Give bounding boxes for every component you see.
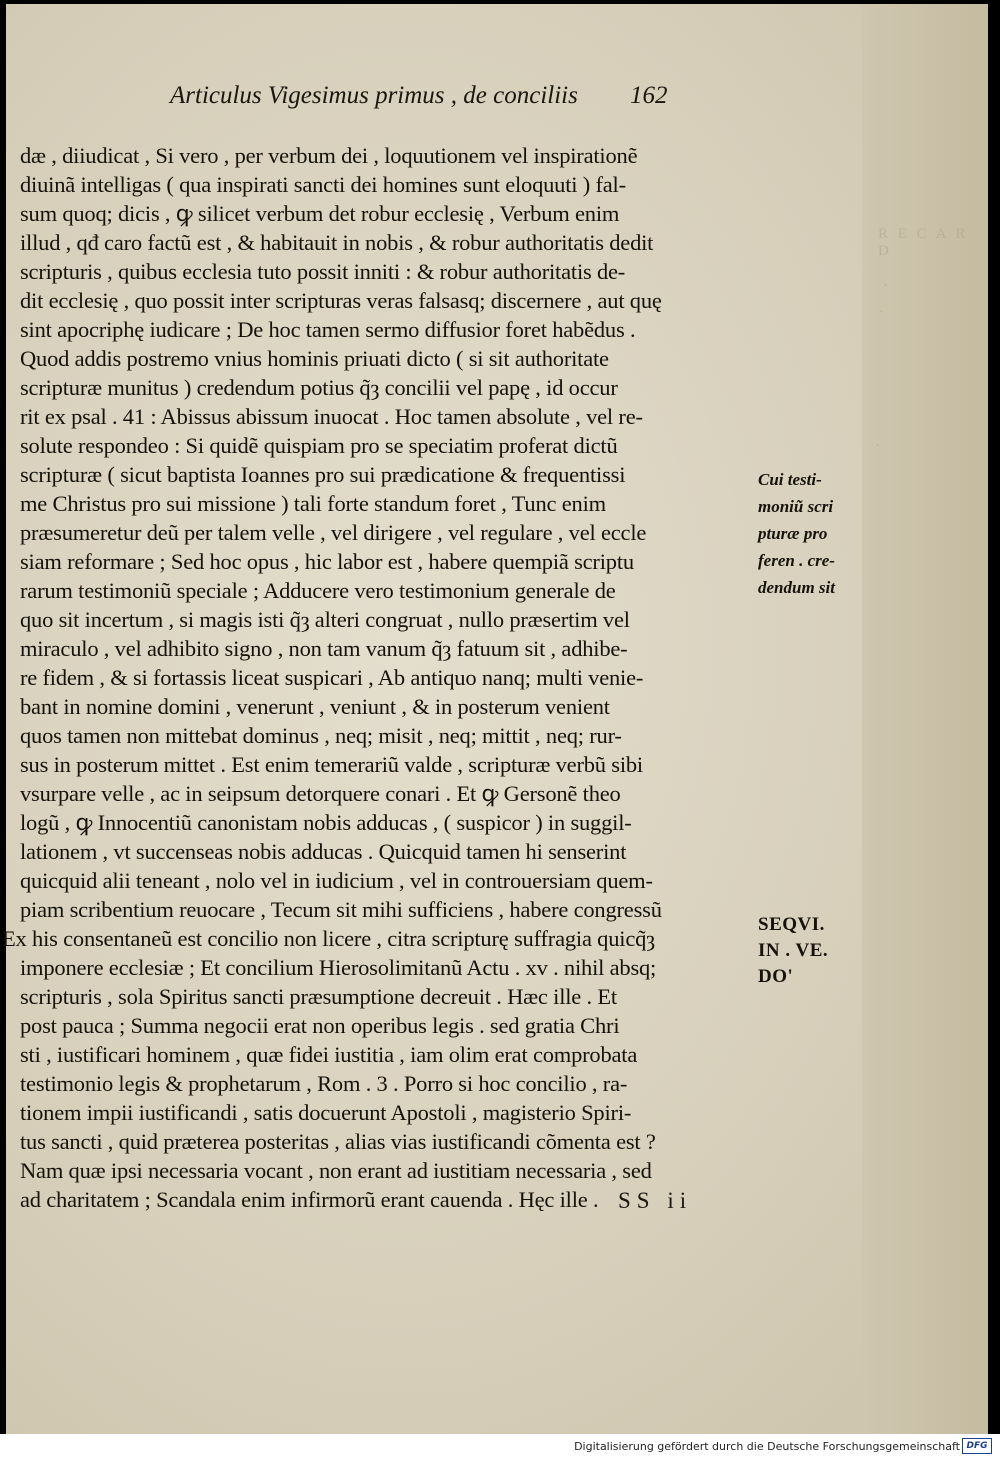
text-line: præsumeretur deũ per talem velle , vel dirigere , vel regulare , vel eccle — [20, 520, 647, 545]
text-line: rit ex psal . 41 : Abissus abissum inuocat . Hoc tamen absolute , vel re- — [20, 404, 643, 429]
text-line: siam reformare ; Sed hoc opus , hic labor est , habere quempiã scriptu — [20, 549, 634, 574]
text-line: sum quoq; dicis , ꝙ silicet verbum det robur ecclesię , Verbum enim — [20, 201, 620, 226]
footer-bar — [0, 1434, 1000, 1459]
running-head — [170, 74, 690, 114]
text-line: vsurpare velle , ac in seipsum detorquere conari . Et ꝙ Gersonẽ theo — [20, 781, 621, 806]
margin-note-line: pturæ pro — [758, 524, 828, 543]
margin-note-line: IN . VE. — [758, 940, 829, 961]
text-line: dæ , diiudicat , Si vero , per verbum dei , loquutionem vel inspirationẽ — [20, 143, 638, 168]
margin-note-testimony — [758, 466, 835, 601]
text-line: Nam quæ ipsi necessaria vocant , non erant ad iustitiam necessaria , sed — [20, 1158, 652, 1183]
text-line: testimonio legis & prophetarum , Rom . 3 . Porro si hoc concilio , ra- — [20, 1071, 628, 1096]
margin-note-sequitur — [758, 912, 828, 990]
text-line: solute respondeo : Si quidẽ quispiam pro se speciatim proferat dictũ — [20, 433, 618, 458]
margin-note-line: moniũ scri — [758, 497, 834, 516]
text-line: scripturis , quibus ecclesia tuto possit inniti : & robur authoritatis de- — [20, 259, 626, 284]
text-line: miraculo , vel adhibito signo , non tam vanum q̃ȝ fatuum sit , adhibe- — [20, 636, 628, 661]
text-line: logũ , ꝙ Innocentiũ canonistam nobis adducas , ( suspicor ) in suggil- — [20, 810, 632, 835]
text-line: bant in nomine domini , venerunt , veniunt , & in posterum venient — [20, 694, 610, 719]
text-line: lationem , vt succenseas nobis adducas . Quicquid tamen hi senserint — [20, 839, 627, 864]
page-edge-strip — [862, 4, 988, 1434]
text-line: rarum testimoniũ speciale ; Adducere vero testimonium generale de — [20, 578, 616, 603]
bleed-through-text: . — [880, 300, 884, 316]
text-line: illud , qđ caro factũ est , & habitauit in nobis , & robur authoritatis dedit — [20, 230, 654, 255]
text-line: scripturis , sola Spiritus sancti præsumptione decreuit . Hæc ille . Et — [20, 984, 617, 1009]
text-line: diuinã intelligas ( qua inspirati sancti dei homines sunt eloquuti ) fal- — [20, 172, 626, 197]
margin-note-line: feren . cre- — [758, 551, 835, 570]
margin-note-line: SEQVI. — [758, 914, 825, 935]
text-line: dit ecclesię , quo possit inter scripturas veras falsasq; discernere , aut quę — [20, 288, 662, 313]
text-line: sti , iustificari hominem , quæ fidei iustitia , iam olim erat comprobata — [20, 1042, 638, 1067]
text-line: tus sancti , quid præterea posteritas , alias vias iustificandi cõmenta est ? — [20, 1129, 656, 1154]
text-line: imponere ecclesiæ ; Et concilium Hierosolimitanũ Actu . xv . nihil absq; — [20, 955, 657, 980]
signature-mark: SS ii — [618, 1188, 693, 1213]
margin-note-line: dendum sit — [758, 578, 835, 597]
text-line: quos tamen non mittebat dominus , neq; misit , neq; mittit , neq; rur- — [20, 723, 622, 748]
text-line: Ex his consentaneũ est concilio non licere , citra scripturę suffragia quicq̃ȝ — [2, 926, 655, 951]
text-line: quicquid alii teneant , nolo vel in iudicium , vel in controuersiam quem- — [20, 868, 653, 893]
margin-note-line: DO' — [758, 966, 794, 987]
text-line: me Christus pro sui missione ) tali forte standum foret , Tunc enim — [20, 491, 606, 516]
text-line: Quod addis postremo vnius hominis priuati dicto ( si sit authoritate — [20, 346, 609, 371]
bleed-through-text: R E C A R D — [878, 226, 969, 259]
dfg-logo: DFG — [962, 1438, 992, 1454]
folio-number: 162 — [630, 82, 668, 109]
text-line: scripturæ munitus ) credendum potius q̃ȝ concilii vel papę , id occur — [20, 375, 618, 400]
text-line: sint apocriphę iudicare ; De hoc tamen sermo diffusior foret habẽdus . — [20, 317, 636, 342]
funding-credit: Digitalisierung gefördert durch die Deutsche Forschungsgemeinschaft — [574, 1440, 960, 1453]
text-line: scripturæ ( sicut baptista Ioannes pro sui prædicatione & frequentissi — [20, 462, 626, 487]
bleed-through-text: . — [884, 274, 888, 290]
margin-note-line: Cui testi- — [758, 470, 822, 489]
text-line: ad charitatem ; Scandala enim infirmorũ erant cauenda . Hęc ille . — [20, 1187, 599, 1212]
bleed-through-text: . — [876, 434, 880, 450]
running-title: Articulus Vigesimus primus , de conciliis — [170, 82, 578, 109]
text-line: sus in posterum mittet . Est enim temerariũ valde , scripturæ verbũ sibi — [20, 752, 643, 777]
text-line: post pauca ; Summa negocii erat non operibus legis . sed gratia Chri — [20, 1013, 620, 1038]
text-line: piam scribentium reuocare , Tecum sit mihi sufficiens , habere congressũ — [20, 897, 662, 922]
text-line: tionem impii iustificandi , satis docuerunt Apostoli , magisterio Spiri- — [20, 1100, 632, 1125]
text-line: re fidem , & si fortassis liceat suspicari , Ab antiquo nanq; multi venie- — [20, 665, 644, 690]
text-line: quo sit incertum , si magis isti q̃ȝ alteri congruat , nullo præsertim vel — [20, 607, 630, 632]
